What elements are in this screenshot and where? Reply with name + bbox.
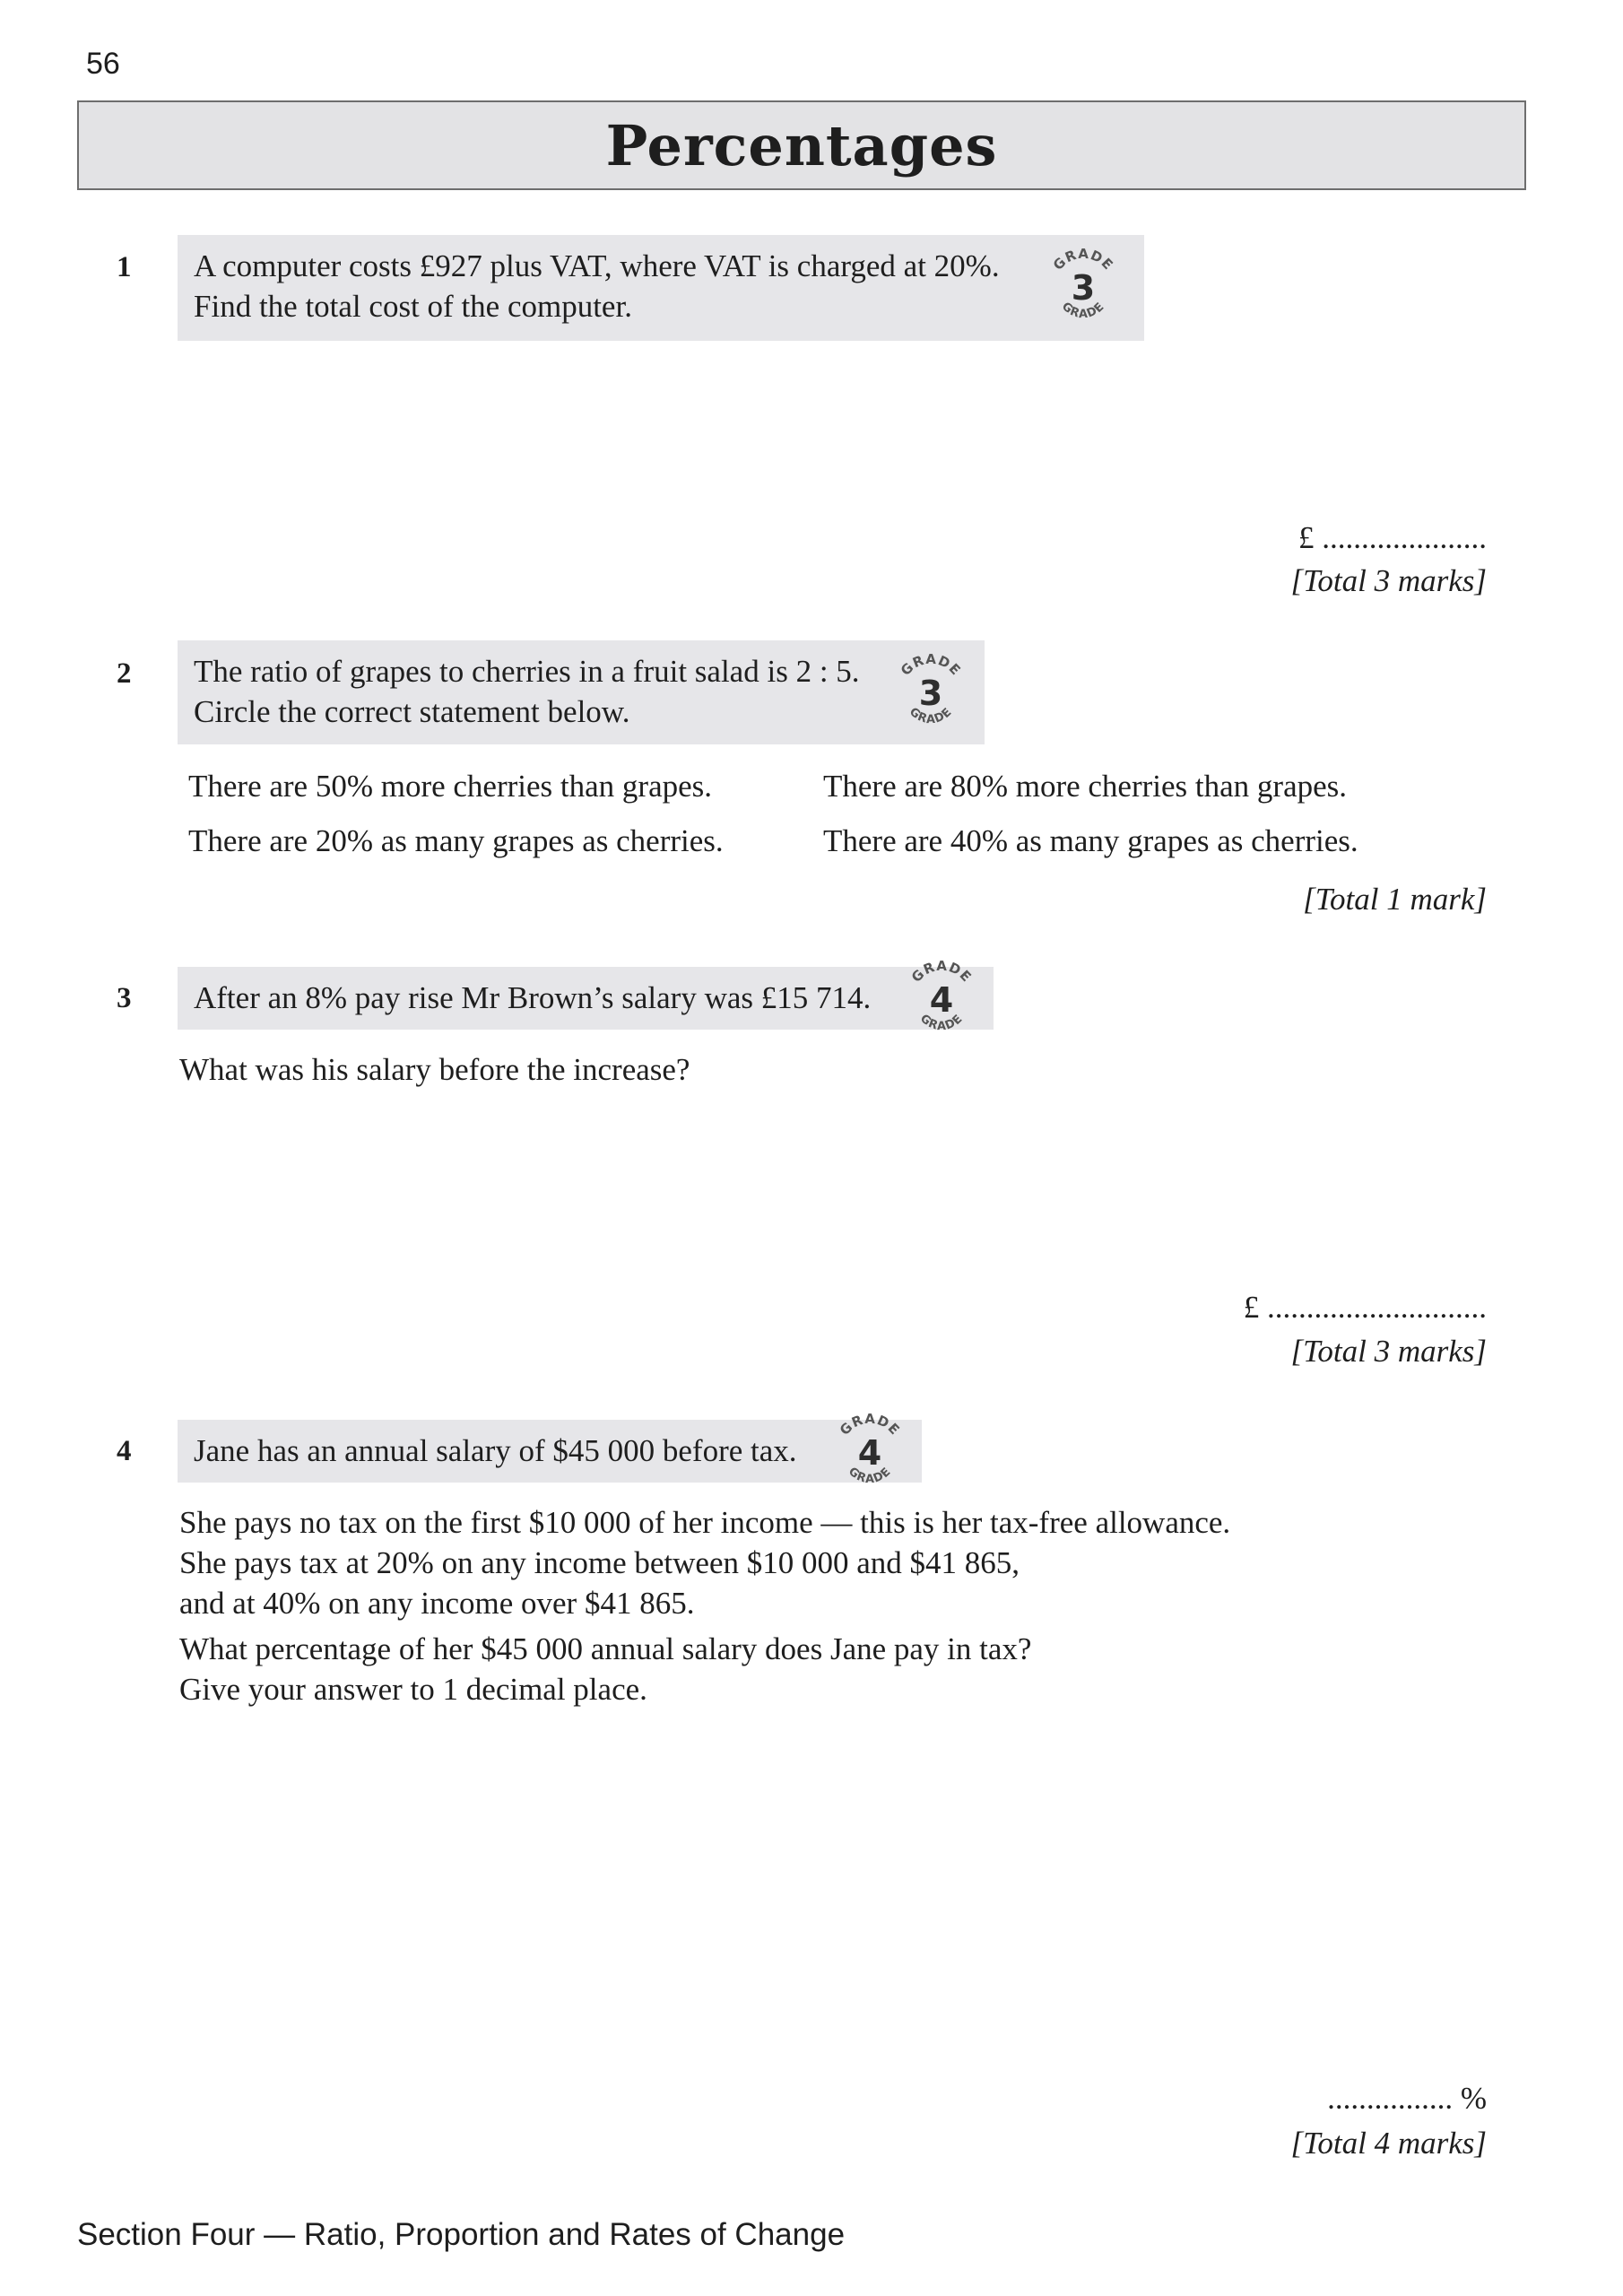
section-footer: Section Four — Ratio, Proportion and Rates of Change [77,2217,846,2252]
question-3-line-1: After an 8% pay rise Mr Brown’s salary was £15 714. [194,980,872,1015]
grade-4-badge-icon [898,956,985,1042]
question-4-marks: [Total 4 marks] [1290,2126,1487,2161]
question-number-2: 2 [117,657,132,690]
svg-text:3: 3 [1071,268,1096,308]
title-bar [77,100,1526,190]
svg-text:GRADE: GRADE [1049,245,1117,274]
question-3-box [178,957,994,1034]
question-number-3: 3 [117,982,132,1014]
svg-text:GRADE: GRADE [906,705,956,727]
svg-text:GRADE: GRADE [897,650,965,679]
svg-text:GRADE: GRADE [907,957,976,986]
svg-text:3: 3 [918,674,943,713]
question-3-marks: [Total 3 marks] [1290,1334,1487,1369]
question-4-body-line-4: What percentage of her $45 000 annual salary does Jane pay in tax? [179,1631,1032,1666]
question-2-line-1: The ratio of grapes to cherries in a fruit salad is 2 : 5. [194,654,860,689]
question-2-option-c[interactable]: There are 20% as many grapes as cherries. [188,823,724,858]
grade-4-badge-icon [827,1409,913,1495]
svg-text:GRADE: GRADE [916,1012,967,1034]
grade-3-badge-icon [1040,244,1126,330]
question-4-line-1: Jane has an annual salary of $45 000 before tax. [194,1433,797,1468]
question-1-box [178,235,1144,341]
question-number-1: 1 [117,251,132,283]
question-2-option-b[interactable]: There are 80% more cherries than grapes. [823,769,1348,804]
question-3-followup: What was his salary before the increase? [179,1052,690,1087]
question-1-marks: [Total 3 marks] [1290,563,1487,598]
question-2-box [178,640,985,744]
question-4-body-line-1: She pays no tax on the first $10 000 of her income — this is her tax-free allowance. [179,1505,1231,1540]
svg-text:GRADE: GRADE [1058,300,1108,322]
question-2-line-2: Circle the correct statement below. [194,694,630,729]
question-1-line-1: A computer costs £927 plus VAT, where VAT is charged at 20%. [194,248,1000,283]
svg-text:4: 4 [857,1433,882,1473]
question-4-body [179,1502,1230,1709]
grade-3-badge-icon [888,649,974,735]
question-4-body-line-3: and at 40% on any income over $41 865. [179,1586,695,1621]
page-title: Percentages [605,112,998,178]
question-4-body-line-5: Give your answer to 1 decimal place. [179,1672,647,1707]
page-number: 56 [86,47,120,81]
svg-text:GRADE: GRADE [836,1410,904,1439]
question-2-option-a[interactable]: There are 50% more cherries than grapes. [188,769,713,804]
question-2-marks: [Total 1 mark] [1303,882,1487,917]
question-4-box [178,1410,922,1487]
question-2-option-d[interactable]: There are 40% as many grapes as cherries. [823,823,1358,858]
question-4-answer-line: ................ % [1327,2081,1487,2116]
question-1-line-2: Find the total cost of the computer. [194,289,632,324]
svg-text:GRADE: GRADE [845,1465,895,1487]
question-4-body-line-2: She pays tax at 20% on any income between $10 000 and $41 865, [179,1545,1020,1580]
question-1-answer-line: £ ..................... [1298,520,1487,555]
question-number-4: 4 [117,1435,132,1467]
svg-text:4: 4 [929,980,954,1020]
question-3-answer-line: £ ............................ [1243,1290,1487,1325]
